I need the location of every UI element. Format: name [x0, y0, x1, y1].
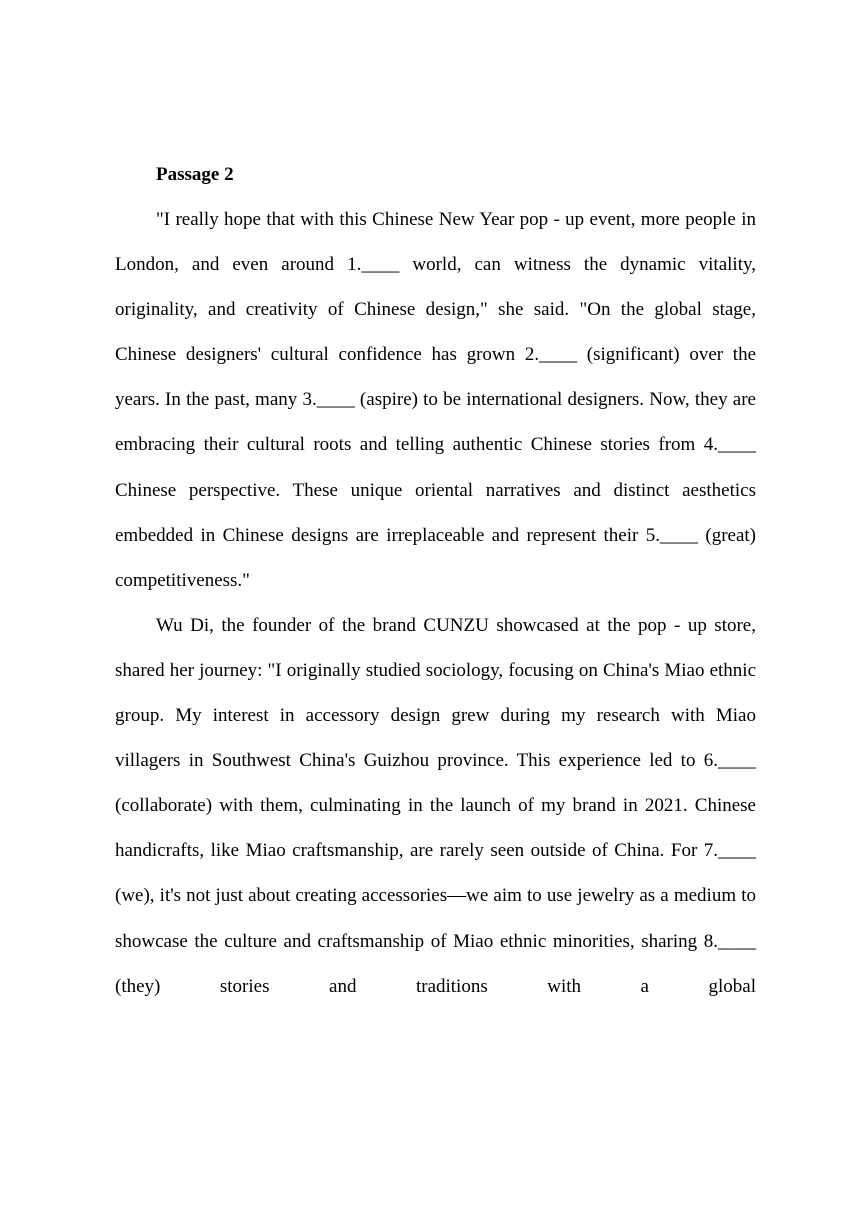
paragraph-1: "I really hope that with this Chinese New Year pop - up event, more people in London, and even around 1.____ world, can witness the dynamic vitality, originality, and creativity of Chinese design," she said. "On the global stage, Chinese designers' cultural confidence has grown 2.____ (significant) over the years. In the past, many 3.____ (aspire) to be international designers. Now, they are embracing their cultural roots and telling authentic Chinese stories from 4.____ Chinese perspective. These unique oriental narratives and distinct aesthetics embedded in Chinese designs are irreplaceable and represent their 5.____ (great) competitiveness." [115, 209, 756, 591]
document-page [115, 152, 756, 1009]
paragraph-2: Wu Di, the founder of the brand CUNZU showcased at the pop - up store, shared her journey: "I originally studied sociology, focusing on China's Miao ethnic group. My interest in accessory design grew during my research with Miao villagers in Southwest China's Guizhou province. This experience led to 6.____ (collaborate) with them, culminating in the launch of my brand in 2021. Chinese handicrafts, like Miao craftsmanship, are rarely seen outside of China. For 7.____ (we), it's not just about creating accessories—we aim to use jewelry as a medium to showcase the culture and craftsmanship of Miao ethnic minorities, sharing 8.____ (they) stories and traditions with a global [115, 614, 756, 997]
passage-heading: Passage 2 [156, 164, 234, 185]
